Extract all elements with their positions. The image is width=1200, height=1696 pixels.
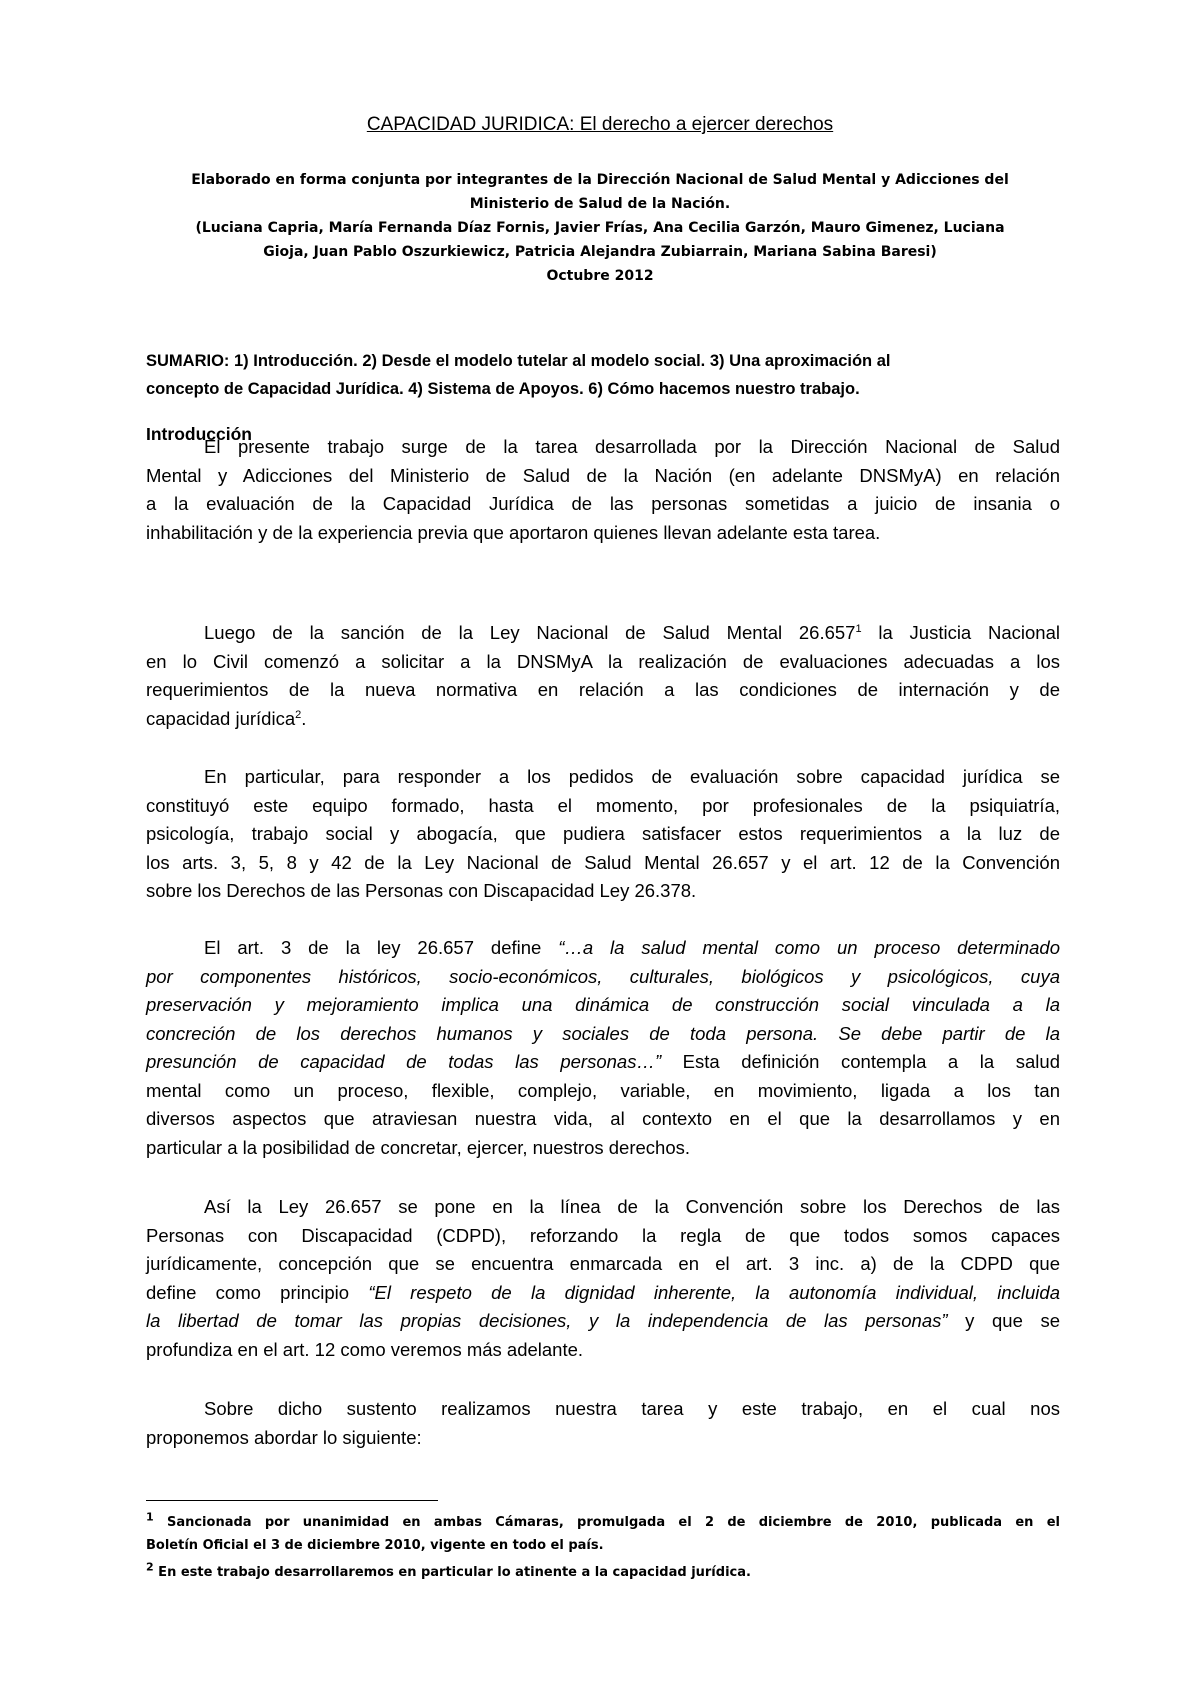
footnote-ref-2: 2 bbox=[295, 708, 302, 721]
paragraph-4 bbox=[146, 934, 1060, 1162]
paragraph-line: inhabilitación y de la experiencia previa que aportaron quienes llevan adelante esta tarea. bbox=[146, 521, 881, 543]
paragraph-line: Mental y Adicciones del Ministerio de Salud de la Nación (en adelante DNSMyA) en relación bbox=[146, 464, 1060, 486]
paragraph-line bbox=[146, 963, 1060, 992]
paragraph-text: la Justicia Nacional bbox=[861, 622, 1060, 643]
quote-text: por componentes históricos, socio-económicos, culturales, biológicos y psicológicos, cuya bbox=[146, 965, 1060, 987]
footnote-1 bbox=[146, 1511, 1060, 1557]
footnote-line bbox=[146, 1511, 1060, 1534]
footnote-ref-1: 1 bbox=[855, 622, 862, 635]
paragraph-text: define como principio bbox=[146, 1281, 369, 1303]
summary-line: SUMARIO: 1) Introducción. 2) Desde el modelo tutelar al modelo social. 3) Una aproximación al bbox=[146, 352, 891, 370]
footnote-separator bbox=[146, 1500, 438, 1501]
paragraph-line: psicología, trabajo social y abogacía, que pudiera satisfacer estos requerimientos a la luz de bbox=[146, 823, 1060, 844]
footnote-number: 1 bbox=[146, 1510, 154, 1524]
paragraph-line: En particular, para responder a los pedidos de evaluación sobre capacidad jurídica se bbox=[204, 766, 1060, 787]
paragraph-line: constituyó este equipo formado, hasta el momento, por profesionales de la psiquiatría, bbox=[146, 794, 1060, 816]
paragraph-2 bbox=[146, 619, 1060, 733]
paragraph-line: proponemos abordar lo siguiente: bbox=[146, 1426, 422, 1448]
quote-text: “El respeto de la dignidad inherente, la autonomía individual, incluida bbox=[368, 1281, 1060, 1303]
paragraph-text: . bbox=[301, 707, 307, 729]
paragraph-line bbox=[146, 1048, 1060, 1077]
paragraph-line bbox=[146, 1279, 1060, 1308]
authors-block bbox=[190, 168, 1010, 288]
paragraph-line bbox=[146, 1307, 1060, 1336]
authors-line: Ministerio de Salud de la Nación. bbox=[469, 196, 731, 212]
paragraph-line: mental como un proceso, flexible, complejo, variable, en movimiento, ligada a los tan bbox=[146, 1079, 1060, 1101]
footnote-line: Boletín Oficial el 3 de diciembre 2010, vigente en todo el país. bbox=[146, 1538, 604, 1553]
paragraph-line bbox=[146, 991, 1060, 1020]
quote-text: “…a la salud mental como un proceso determinado bbox=[558, 937, 1061, 958]
paragraph-line bbox=[146, 1020, 1060, 1049]
paragraph-line: Personas con Discapacidad (CDPD), reforzando la regla de que todos somos capaces bbox=[146, 1224, 1060, 1246]
paragraph-1 bbox=[146, 433, 1060, 547]
paragraph-line bbox=[146, 934, 1060, 963]
paragraph-text: capacidad jurídica bbox=[146, 707, 296, 729]
document-date: Octubre 2012 bbox=[546, 268, 654, 284]
summary-line: concepto de Capacidad Jurídica. 4) Sistema de Apoyos. 6) Cómo hacemos nuestro trabajo. bbox=[146, 380, 860, 398]
authors-line: (Luciana Capria, María Fernanda Díaz Fornis, Javier Frías, Ana Cecilia Garzón, Mauro Gimenez, Luciana bbox=[195, 220, 1005, 236]
footnote-2 bbox=[146, 1561, 1060, 1584]
paragraph-line: jurídicamente, concepción que se encuentra enmarcada en el art. 3 inc. a) de la CDPD que bbox=[146, 1253, 1060, 1274]
paragraph-6 bbox=[146, 1395, 1060, 1452]
paragraph-5 bbox=[146, 1193, 1060, 1364]
authors-line: Gioja, Juan Pablo Oszurkiewicz, Patricia Alejandra Zubiarrain, Mariana Sabina Baresi) bbox=[263, 244, 937, 260]
paragraph-line: requerimientos de la nueva normativa en relación a las condiciones de internación y de bbox=[146, 679, 1060, 700]
paragraph-text: y que se bbox=[947, 1310, 1061, 1331]
footnote-text: Sancionada por unanimidad en ambas Cámaras, promulgada el 2 de diciembre de 2010, publicada en el bbox=[153, 1515, 1060, 1530]
paragraph-text: Luego de la sanción de la Ley Nacional de Salud Mental 26.657 bbox=[204, 622, 856, 643]
paragraph-line bbox=[146, 619, 1060, 648]
paragraph-line: Sobre dicho sustento realizamos nuestra tarea y este trabajo, en el cual nos bbox=[204, 1398, 1060, 1419]
paragraph-line bbox=[146, 705, 1060, 734]
section-heading: Introducción bbox=[146, 424, 252, 444]
paragraph-line: diversos aspectos que atraviesan nuestra vida, al contexto en el que la desarrollamos y en bbox=[146, 1108, 1060, 1129]
paragraph-line: Así la Ley 26.657 se pone en la línea de la Convención sobre los Derechos de las bbox=[204, 1196, 1060, 1217]
paragraph-line: en lo Civil comenzó a solicitar a la DNSMyA la realización de evaluaciones adecuadas a los bbox=[146, 650, 1060, 672]
quote-text: la libertad de tomar las propias decisiones, y la independencia de las personas” bbox=[146, 1310, 948, 1331]
paragraph-line: profundiza en el art. 12 como veremos más adelante. bbox=[146, 1338, 584, 1360]
paragraph-line: El presente trabajo surge de la tarea desarrollada por la Dirección Nacional de Salud bbox=[204, 436, 1060, 457]
paragraph-text: El art. 3 de la ley 26.657 define bbox=[204, 937, 559, 958]
paragraph-line: a la evaluación de la Capacidad Jurídica de las personas sometidas a juicio de insania o bbox=[146, 493, 1060, 514]
paragraph-3 bbox=[146, 763, 1060, 906]
paragraph-line: los arts. 3, 5, 8 y 42 de la Ley Nacional de Salud Mental 26.657 y el art. 12 de la Convención bbox=[146, 851, 1060, 873]
document-title: CAPACIDAD JURIDICA: El derecho a ejercer derechos bbox=[366, 114, 834, 135]
paragraph-text: Esta definición contempla a la salud bbox=[661, 1051, 1060, 1072]
summary-block bbox=[146, 347, 1076, 403]
quote-text: presunción de capacidad de todas las personas…” bbox=[146, 1051, 662, 1072]
footnote-number: 2 bbox=[146, 1560, 154, 1574]
authors-line: Elaborado en forma conjunta por integrantes de la Dirección Nacional de Salud Mental y Adicciones del bbox=[191, 172, 1009, 188]
quote-text: preservación y mejoramiento implica una dinámica de construcción social vinculada a la bbox=[146, 994, 1060, 1015]
footnote-text: En este trabajo desarrollaremos en particular lo atinente a la capacidad jurídica. bbox=[153, 1565, 751, 1580]
footnote-line bbox=[146, 1561, 1060, 1584]
quote-text: concreción de los derechos humanos y sociales de toda persona. Se debe partir de la bbox=[146, 1022, 1060, 1044]
paragraph-line: sobre los Derechos de las Personas con Discapacidad Ley 26.378. bbox=[146, 880, 697, 901]
paragraph-line: particular a la posibilidad de concretar, ejercer, nuestros derechos. bbox=[146, 1136, 690, 1158]
